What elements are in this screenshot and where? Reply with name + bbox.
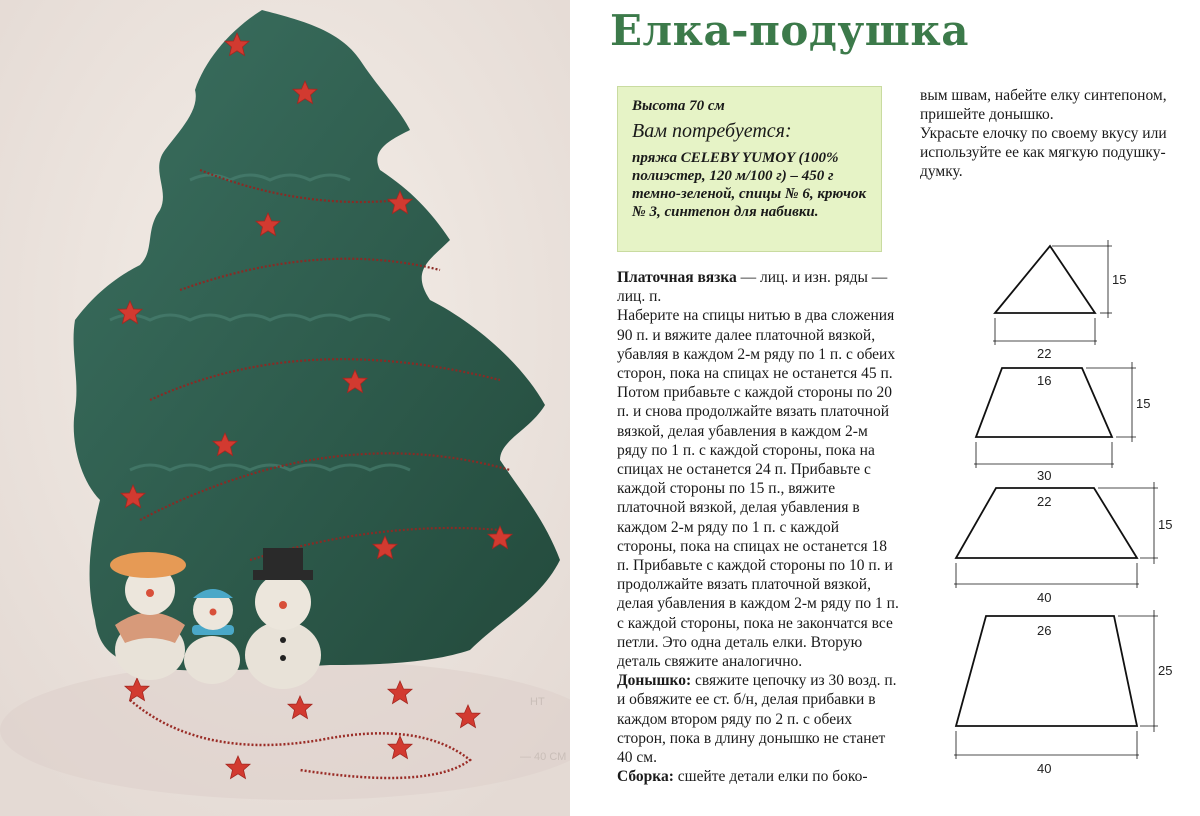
right-column <box>920 86 1190 181</box>
materials-box <box>617 86 882 252</box>
main-paragraph: Наберите на спицы нитью в два сложения 90 п. и вяжите далее платочной вязкой, убавляя в каждом 2-м ряду по 1 п. с обеих сторон, пока на спицах не останется 45 п. Потом прибавьте с каждой стороны по 20 п. и снова продолжайте вязать платочной вязкой, делая убавления в каждом 2-м ряду по 1 п. с каждой стороны, пока на спицах не останется 24 п. Прибавьте с каждой стороны по 15 п., вяжите платочной вязкой, делая убавления в каждом 2-м ряду по 1 п. с каждой стороны, пока на спицах не останется 18 п. Прибавьте с каждой стороны по 10 п. и продолжайте вязать платочной вязкой, делая убавления в каждом 2-м ряду по 1 п. с каждой стороны, пока не закончатся все петли. Это одна деталь елки. Вторую деталь свяжите аналогично. <box>617 307 899 671</box>
materials-list: пряжа CELEBY YUMOY (100% полиэстер, 120 м/100 г) – 450 г темно-зеленой, спицы № 6, крючок № 3, синтепон для набивки. <box>632 150 867 220</box>
bottom-text: свяжите цепочку из 30 возд. п. и обвяжите ее ст. б/н, делая прибавки в каждом втором ряду по 2 п. с обеих сторон, пока в длину донышко не станет 40 см. <box>617 672 897 767</box>
tier2-top-label: 16 <box>1037 373 1052 388</box>
page-title: Елка-подушка <box>610 6 969 55</box>
bottom-term: Донышко: <box>617 672 692 690</box>
tier1-shape <box>995 246 1095 313</box>
height-label: Высота 70 см <box>632 98 725 114</box>
svg-text:HT: HT <box>530 696 545 708</box>
bottom-paragraph <box>617 671 902 767</box>
tier2-bottom-label: 30 <box>1037 468 1052 483</box>
continuation-paragraph: вым швам, набейте елку синтепоном, пришейте донышко. <box>920 87 1167 123</box>
materials-heading: Вам потребуется: <box>632 120 792 142</box>
tier2-height-label: 15 <box>1136 396 1151 411</box>
tier1-bottom-label: 22 <box>1037 346 1052 361</box>
tier3-top-label: 22 <box>1037 494 1052 509</box>
tier4-height-label: 25 <box>1158 663 1173 678</box>
tier3-height-label: 15 <box>1158 517 1173 532</box>
tier3-bottom-label: 40 <box>1037 590 1052 605</box>
assembly-term: Сборка: <box>617 768 674 786</box>
pattern-scheme <box>940 238 1190 798</box>
decoration-paragraph: Украсьте елочку по своему вкусу или используйте ее как мягкую подушку-думку. <box>920 125 1167 180</box>
tier1-height-label: 15 <box>1112 272 1127 287</box>
assembly-paragraph <box>617 767 902 786</box>
stitch-text: — лиц. и изн. ряды — лиц. п. <box>617 269 888 306</box>
stitch-paragraph <box>617 268 902 306</box>
assembly-text: сшейте детали елки по боко- <box>673 768 868 786</box>
svg-text:— 40 СМ: — 40 СМ <box>520 751 567 763</box>
tree-photo <box>0 0 570 816</box>
stitch-term: Платочная вязка <box>617 269 737 286</box>
tier4-top-label: 26 <box>1037 623 1052 638</box>
tier4-bottom-label: 40 <box>1037 761 1052 776</box>
instructions-column <box>617 268 902 786</box>
